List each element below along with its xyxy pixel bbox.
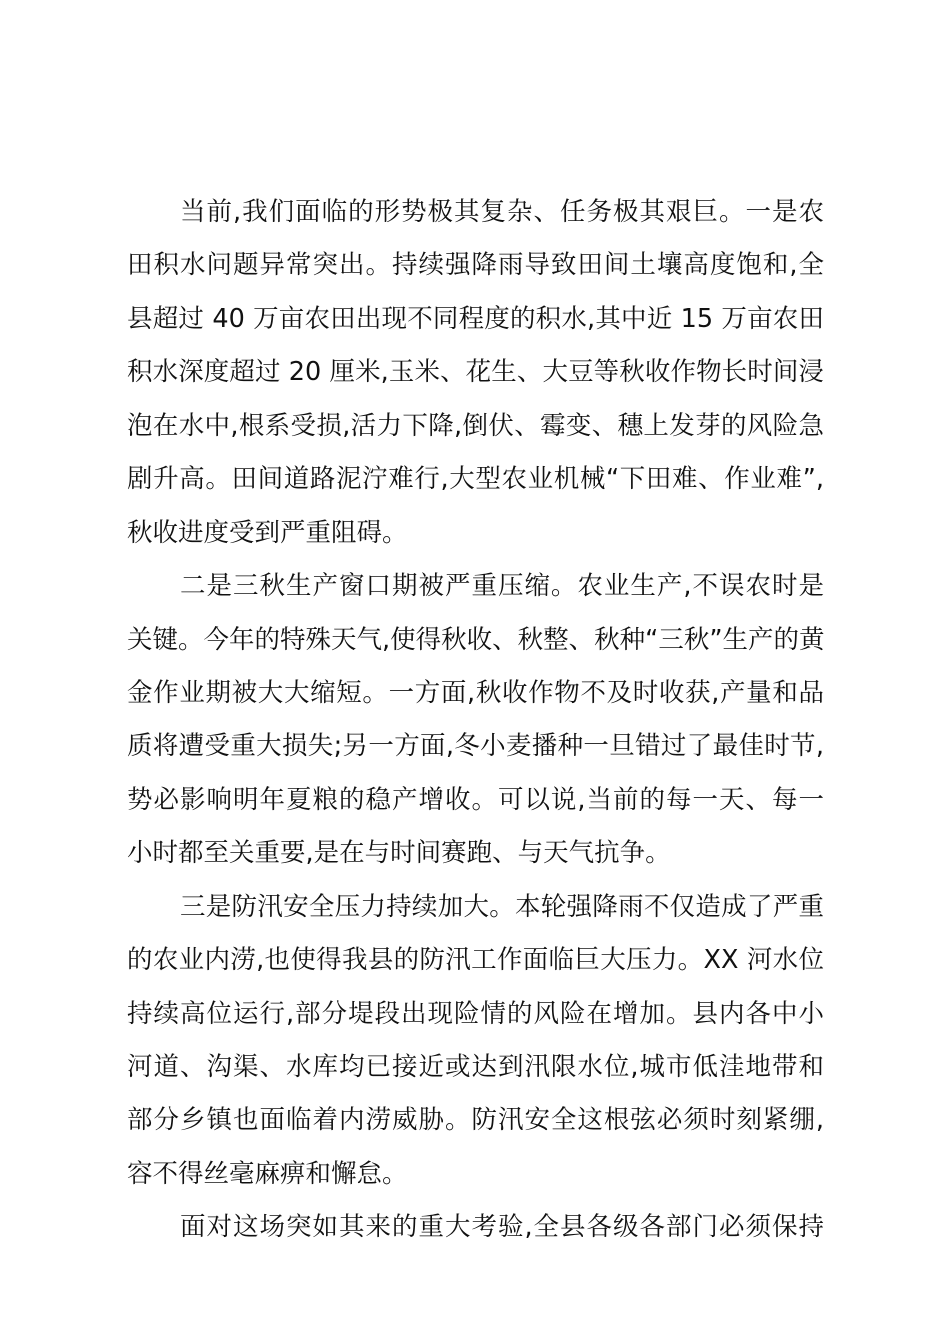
text-line: 势必影响明年夏粮的稳产增收。可以说,当前的每一天、每一 bbox=[127, 784, 824, 815]
text-line: 持续高位运行,部分堤段出现险情的风险在增加。县内各中小 bbox=[127, 998, 824, 1029]
document-body bbox=[127, 186, 824, 1255]
paragraph-2 bbox=[127, 560, 824, 881]
text-line: 关键。今年的特殊天气,使得秋收、秋整、秋种“三秋”生产的黄 bbox=[127, 624, 825, 655]
text-line: 质将遭受重大损失;另一方面,冬小麦播种一旦错过了最佳时节, bbox=[127, 731, 824, 762]
text-line: 二是三秋生产窗口期被严重压缩。农业生产,不误农时是 bbox=[180, 571, 824, 602]
text-line: 容不得丝毫麻痹和懈怠。 bbox=[127, 1158, 408, 1189]
text-line: 部分乡镇也面临着内涝威胁。防汛安全这根弦必须时刻紧绷, bbox=[127, 1105, 824, 1136]
paragraph-1 bbox=[127, 186, 824, 560]
text-line: 积水深度超过 20 厘米,玉米、花生、大豆等秋收作物长时间浸 bbox=[127, 357, 824, 388]
text-line: 河道、沟渠、水库均已接近或达到汛限水位,城市低洼地带和 bbox=[127, 1052, 824, 1082]
text-line: 县超过 40 万亩农田出现不同程度的积水,其中近 15 万亩农田 bbox=[127, 303, 824, 334]
paragraph-3 bbox=[127, 881, 824, 1202]
text-line: 田积水问题异常突出。持续强降雨导致田间土壤高度饱和,全 bbox=[127, 250, 824, 281]
text-line: 小时都至关重要,是在与时间赛跑、与天气抗争。 bbox=[127, 838, 671, 869]
text-line: 剧升高。田间道路泥泞难行,大型农业机械“下田难、作业难”, bbox=[127, 464, 824, 495]
text-line: 三是防汛安全压力持续加大。本轮强降雨不仅造成了严重 bbox=[180, 891, 824, 922]
paragraph-4 bbox=[127, 1201, 824, 1254]
text-line: 面对这场突如其来的重大考验,全县各级各部门必须保持 bbox=[180, 1212, 824, 1243]
text-line: 泡在水中,根系受损,活力下降,倒伏、霉变、穗上发芽的风险急 bbox=[127, 410, 824, 441]
text-line: 金作业期被大大缩短。一方面,秋收作物不及时收获,产量和品 bbox=[127, 677, 824, 708]
text-line: 的农业内涝,也使得我县的防汛工作面临巨大压力。XX 河水位 bbox=[127, 945, 824, 976]
text-line: 当前,我们面临的形势极其复杂、任务极其艰巨。一是农 bbox=[180, 197, 824, 227]
text-line: 秋收进度受到严重阻碍。 bbox=[127, 517, 408, 548]
